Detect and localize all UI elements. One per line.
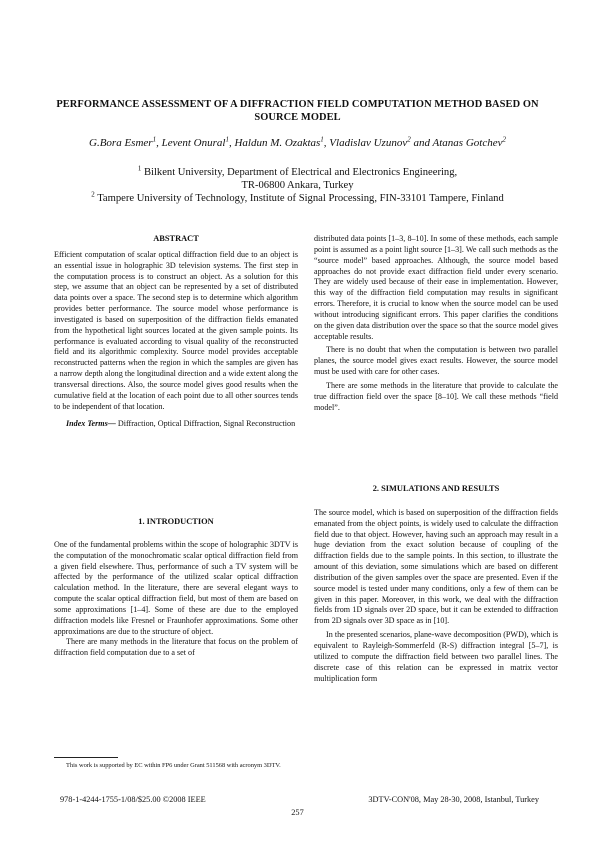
footnote-rule: [54, 757, 118, 758]
paragraph: The source model, which is based on superposition of the diffraction fields emanated from the object points, is widely used to calculate the diffraction field due to that object. However, having such an approach may result in a huge deviation from the exact solution because of coupling of the diffraction fields due to the sample points. In this section, to illustrate the amount of this deviation, some simulations which are based on different distribution of the given samples over the space are presented. Even if the source model is tested under many conditions, only a few of them can be given in this paper. Moreover, in this work, we deal with the diffraction fields from 1D signals over 2D space, but it can be extended to diffraction from 2D signals over 3D space as in [10].: [314, 507, 558, 626]
page-number: 257: [291, 808, 304, 817]
copyright-line: 978-1-4244-1755-1/08/$25.00 ©2008 IEEE: [60, 795, 206, 804]
paragraph: There are some methods in the literature that provide to calculate the true diffraction field over the space [8–10]. We call these methods “field model”.: [314, 380, 558, 412]
paragraph: In the presented scenarios, plane-wave decomposition (PWD), which is equivalent to Rayleigh-Sommerfeld (R-S) diffraction integral [5–7], is utilized to compute the diffraction field between two parallel lines. The discrete case of this relation can be expressed in matrix vector multiplication form: [314, 630, 558, 683]
author: Haldun M. Ozaktas$^1$: [234, 135, 324, 149]
paragraph: One of the fundamental problems within the scope of holographic 3DTV is the computation of the monochromatic scalar optical diffraction field from a given field elsewhere. Thus, performance of such a TV system will be affected by the performance of the utilized scalar optical diffraction calculation method. In the literature, there are several elegant ways to compute the scalar optical diffraction field, but most of them are based on some approximations [1–4]. Some of these are due to the employed diffraction models like Fresnel or Fraunhofer approximations. Some other approximations are due to the structure of object.: [54, 539, 298, 636]
paragraph: There are many methods in the literature that focus on the problem of diffraction field computation due to a set of: [54, 637, 298, 658]
introduction-section: [54, 517, 298, 659]
author-list: G.Bora Esmer$^1$, Levent Onural$^1$, Haldun M. Ozaktas$^1$, Vladislav Uzunov$^2$ and Atanas Gotchev$^2$: [89, 135, 506, 149]
abstract-section: [54, 234, 298, 429]
author: G.Bora Esmer$^1$: [89, 135, 157, 149]
paper-title: PERFORMANCE ASSESSMENT OF A DIFFRACTION FIELD COMPUTATION METHOD BASED ON SOURCE MODEL: [56, 99, 539, 123]
index-terms: Index Terms— Diffraction, Optical Diffraction, Signal Reconstruction: [66, 418, 296, 428]
simulations-heading: 2. SIMULATIONS AND RESULTS: [372, 484, 500, 493]
introduction-heading: 1. INTRODUCTION: [138, 517, 214, 526]
right-column-text: [314, 234, 558, 414]
affiliation-2: $^2$ Tampere University of Technology, Institute of Signal Processing, FIN-33101 Tampere, Finland: [91, 190, 504, 205]
author: Atanas Gotchev$^2$: [432, 135, 506, 149]
paragraph: distributed data points [1–3, 8–10]. In some of these methods, each sample point is assumed as a point light source [1–3]. We call such methods as the “source model” based approaches. Although, the source model based approaches do not provide exact diffraction field under every scenario. They are widely used because of their ease in implementation. However, this way of the diffraction field computation may results in significant errors. Therefore, it is crucial to know when the source model can be used without introducing significant errors. This paper clarifies the conditions on the given data distribution over the space so that the source model gives acceptable results.: [314, 234, 558, 341]
author: Levent Onural$^1$: [161, 135, 229, 149]
paragraph: There is no doubt that when the computation is between two parallel planes, the source model gives exact results. However, the source model must be used with care for other cases.: [314, 345, 558, 377]
affiliation-1: $^1$ Bilkent University, Department of Electrical and Electronics Engineering,: [137, 164, 458, 178]
affiliations: [40, 166, 555, 206]
simulations-section: [314, 484, 558, 684]
abstract-text: Efficient computation of scalar optical diffraction field due to an object is an essential issue in holographic 3D television systems. The first step in the computation process is to construct an object. As a solution for this step, we assume that an object can be represented by a set of distributed data points over a space. The second step is to determine which algorithm provides better performance. The source model whose performance is investigated is based on superposition of the diffraction fields emanated from the hypothetical light sources located at the given sample points. Its performance is evaluated according to visual quality of the reconstructed field and its algorithmic complexity. Source model provides acceptable reconstructed patterns when the region in which the samples are given has a narrow depth along the longitudinal direction and a wide extent along the transversal directions. Also, the source model gives good results when the cumulative field at the location of each point due to all other sources tends to be independent of that location.: [54, 249, 298, 411]
author: Vladislav Uzunov$^2$: [329, 135, 411, 149]
affiliation-1-address: TR-06800 Ankara, Turkey: [241, 180, 354, 192]
footnote: This work is supported by EC within FP6 under Grant 511568 with acronym 3DTV.: [66, 762, 281, 769]
conference-line: 3DTV-CON'08, May 28-30, 2008, Istanbul, Turkey: [368, 795, 539, 804]
abstract-heading: ABSTRACT: [153, 234, 199, 243]
